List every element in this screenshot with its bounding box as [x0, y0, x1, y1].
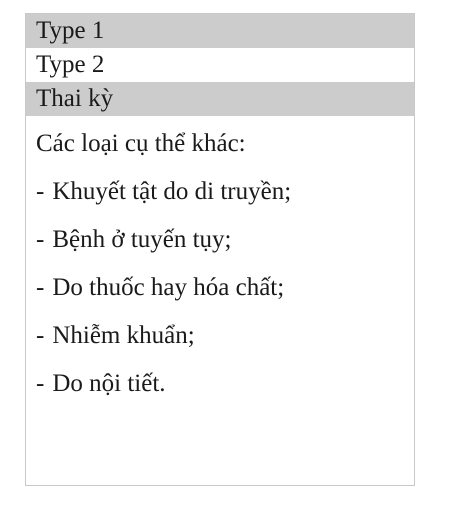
other-types-heading: Các loại cụ thể khác:	[36, 130, 246, 157]
bullet-dash: -	[36, 322, 45, 349]
bullet-dash: -	[36, 178, 45, 205]
list-item	[36, 216, 414, 264]
list-item-text: Do nội tiết.	[52, 370, 166, 397]
list-item-text: Nhiễm khuẩn;	[52, 322, 195, 349]
row-type-2: Type 2	[26, 48, 414, 82]
diabetes-types-table	[25, 13, 415, 486]
list-item	[36, 264, 414, 312]
bullet-dash: -	[36, 226, 45, 253]
row-type-1: Type 1	[26, 14, 414, 48]
list-item	[36, 312, 414, 360]
row-gestational: Thai kỳ	[26, 82, 414, 116]
list-item	[36, 168, 414, 216]
list-item-text: Do thuốc hay hóa chất;	[52, 274, 285, 301]
list-item-text: Khuyết tật do di truyền;	[52, 178, 292, 205]
other-types-section	[26, 116, 414, 408]
list-item	[36, 360, 414, 408]
list-item-text: Bệnh ở tuyến tụy;	[52, 226, 232, 253]
bullet-dash: -	[36, 370, 45, 397]
bullet-dash: -	[36, 274, 45, 301]
